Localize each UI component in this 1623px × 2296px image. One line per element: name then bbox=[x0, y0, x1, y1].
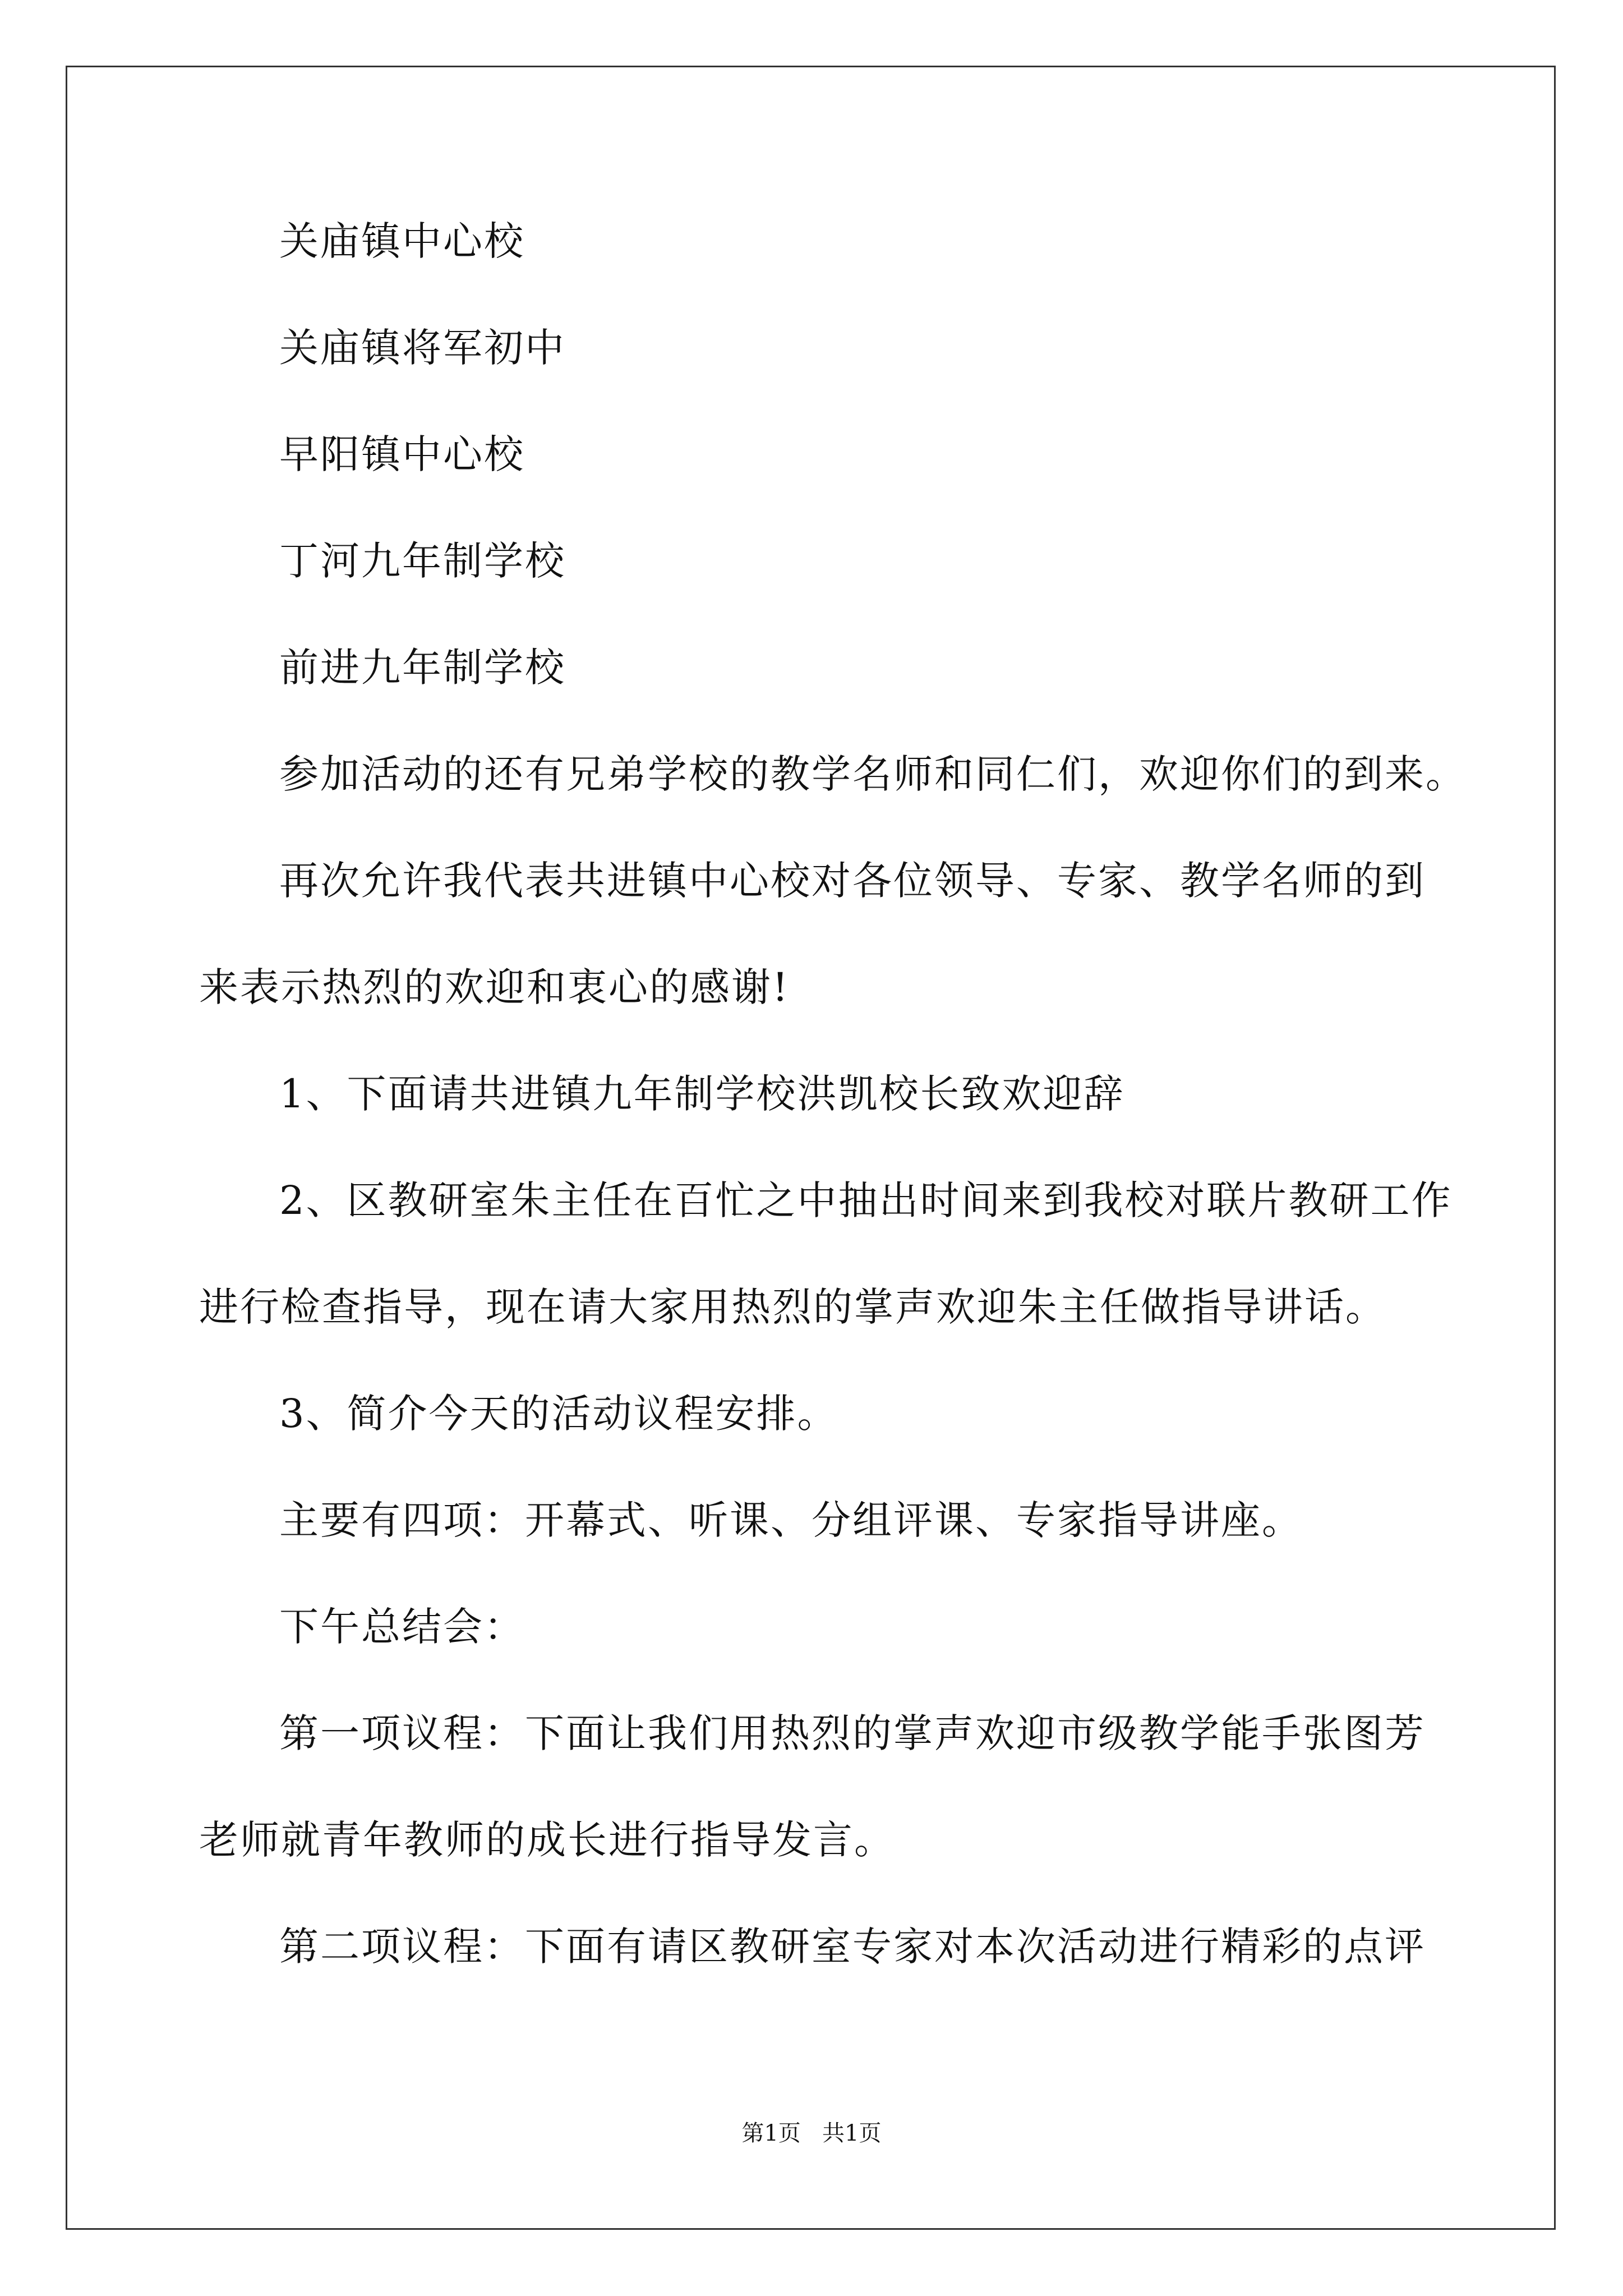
text-line: 第一项议程：下面让我们用热烈的掌声欢迎市级教学能手张图芳 bbox=[279, 1710, 1426, 1756]
text-line: 第二项议程：下面有请区教研室专家对本次活动进行精彩的点评 bbox=[279, 1924, 1426, 1970]
text-line: 丁河九年制学校 bbox=[279, 538, 566, 584]
text-line: 老师就青年教师的成长进行指导发言。 bbox=[199, 1817, 895, 1863]
text-line: 1、下面请共进镇九年制学校洪凯校长致欢迎辞 bbox=[279, 1071, 1125, 1117]
page-border bbox=[66, 66, 1556, 2230]
text-line: 关庙镇将军初中 bbox=[279, 325, 566, 371]
page-footer: 第1页 共1页 bbox=[741, 2120, 882, 2146]
text-line: 2、区教研室朱主任在百忙之中抽出时间来到我校对联片教研工作 bbox=[279, 1177, 1453, 1223]
text-line: 来表示热烈的欢迎和衷心的感谢! bbox=[199, 964, 790, 1010]
text-line: 前进九年制学校 bbox=[279, 645, 566, 691]
text-line: 早阳镇中心校 bbox=[279, 431, 525, 477]
text-line: 关庙镇中心校 bbox=[279, 218, 525, 264]
text-line: 再次允许我代表共进镇中心校对各位领导、专家、教学名师的到 bbox=[279, 858, 1426, 904]
text-line: 下午总结会： bbox=[279, 1604, 525, 1650]
text-line: 3、简介今天的活动议程安排。 bbox=[279, 1391, 838, 1437]
text-line: 主要有四项：开幕式、听课、分组评课、专家指导讲座。 bbox=[279, 1497, 1303, 1543]
text-line: 参加活动的还有兄弟学校的教学名师和同仁们，欢迎你们的到来。 bbox=[279, 751, 1467, 797]
text-line: 进行检查指导，现在请大家用热烈的掌声欢迎朱主任做指导讲话。 bbox=[199, 1284, 1386, 1330]
